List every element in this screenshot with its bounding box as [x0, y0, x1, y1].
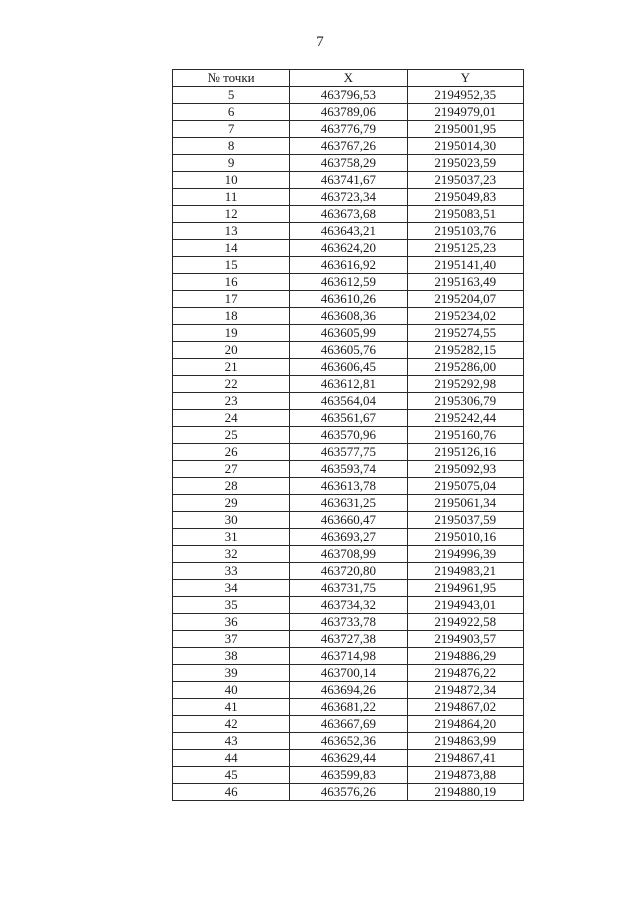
table-row — [173, 393, 524, 410]
point-number-cell: 13 — [173, 223, 290, 240]
y-coordinate-cell: 2195037,59 — [407, 512, 523, 529]
x-coordinate-cell: 463796,53 — [290, 87, 407, 104]
x-coordinate-cell: 463643,21 — [290, 223, 407, 240]
y-coordinate-cell: 2194886,29 — [407, 648, 523, 665]
y-coordinate-cell: 2194864,20 — [407, 716, 523, 733]
x-coordinate-cell: 463599,83 — [290, 767, 407, 784]
coordinates-table — [172, 69, 524, 801]
point-number-cell: 30 — [173, 512, 290, 529]
x-coordinate-cell: 463613,78 — [290, 478, 407, 495]
point-number-cell: 36 — [173, 614, 290, 631]
point-number-cell: 22 — [173, 376, 290, 393]
y-coordinate-cell: 2194867,02 — [407, 699, 523, 716]
point-number-cell: 9 — [173, 155, 290, 172]
table-row — [173, 631, 524, 648]
x-coordinate-cell: 463700,14 — [290, 665, 407, 682]
table-row — [173, 257, 524, 274]
point-number-cell: 45 — [173, 767, 290, 784]
y-coordinate-cell: 2195023,59 — [407, 155, 523, 172]
column-header-y: Y — [407, 70, 523, 87]
x-coordinate-cell: 463652,36 — [290, 733, 407, 750]
x-coordinate-cell: 463564,04 — [290, 393, 407, 410]
table-row — [173, 665, 524, 682]
table-row — [173, 155, 524, 172]
table-row — [173, 223, 524, 240]
point-number-cell: 17 — [173, 291, 290, 308]
y-coordinate-cell: 2194983,21 — [407, 563, 523, 580]
table-row — [173, 376, 524, 393]
x-coordinate-cell: 463606,45 — [290, 359, 407, 376]
table-row — [173, 87, 524, 104]
table-row — [173, 614, 524, 631]
x-coordinate-cell: 463570,96 — [290, 427, 407, 444]
table-row — [173, 750, 524, 767]
column-header-x: X — [290, 70, 407, 87]
x-coordinate-cell: 463733,78 — [290, 614, 407, 631]
x-coordinate-cell: 463561,67 — [290, 410, 407, 427]
y-coordinate-cell: 2194876,22 — [407, 665, 523, 682]
x-coordinate-cell: 463741,67 — [290, 172, 407, 189]
y-coordinate-cell: 2195274,55 — [407, 325, 523, 342]
table-row — [173, 121, 524, 138]
x-coordinate-cell: 463708,99 — [290, 546, 407, 563]
y-coordinate-cell: 2195125,23 — [407, 240, 523, 257]
y-coordinate-cell: 2195234,02 — [407, 308, 523, 325]
y-coordinate-cell: 2195010,16 — [407, 529, 523, 546]
table-row — [173, 495, 524, 512]
y-coordinate-cell: 2194873,88 — [407, 767, 523, 784]
point-number-cell: 16 — [173, 274, 290, 291]
table-row — [173, 308, 524, 325]
point-number-cell: 10 — [173, 172, 290, 189]
x-coordinate-cell: 463673,68 — [290, 206, 407, 223]
point-number-cell: 21 — [173, 359, 290, 376]
point-number-cell: 27 — [173, 461, 290, 478]
y-coordinate-cell: 2194961,95 — [407, 580, 523, 597]
table-row — [173, 546, 524, 563]
y-coordinate-cell: 2195292,98 — [407, 376, 523, 393]
point-number-cell: 34 — [173, 580, 290, 597]
x-coordinate-cell: 463605,76 — [290, 342, 407, 359]
point-number-cell: 35 — [173, 597, 290, 614]
table-row — [173, 104, 524, 121]
table-row — [173, 563, 524, 580]
y-coordinate-cell: 2195242,44 — [407, 410, 523, 427]
table-row — [173, 580, 524, 597]
point-number-cell: 20 — [173, 342, 290, 359]
x-coordinate-cell: 463612,59 — [290, 274, 407, 291]
y-coordinate-cell: 2194979,01 — [407, 104, 523, 121]
x-coordinate-cell: 463693,27 — [290, 529, 407, 546]
point-number-cell: 44 — [173, 750, 290, 767]
point-number-cell: 29 — [173, 495, 290, 512]
table-row — [173, 784, 524, 801]
table-row — [173, 767, 524, 784]
point-number-cell: 23 — [173, 393, 290, 410]
point-number-cell: 24 — [173, 410, 290, 427]
y-coordinate-cell: 2195282,15 — [407, 342, 523, 359]
table-row — [173, 444, 524, 461]
point-number-cell: 43 — [173, 733, 290, 750]
y-coordinate-cell: 2195049,83 — [407, 189, 523, 206]
point-number-cell: 37 — [173, 631, 290, 648]
table-row — [173, 138, 524, 155]
y-coordinate-cell: 2195160,76 — [407, 427, 523, 444]
x-coordinate-cell: 463776,79 — [290, 121, 407, 138]
x-coordinate-cell: 463593,74 — [290, 461, 407, 478]
point-number-cell: 41 — [173, 699, 290, 716]
x-coordinate-cell: 463731,75 — [290, 580, 407, 597]
x-coordinate-cell: 463694,26 — [290, 682, 407, 699]
point-number-cell: 11 — [173, 189, 290, 206]
x-coordinate-cell: 463667,69 — [290, 716, 407, 733]
column-header-point-number: № точки — [173, 70, 290, 87]
y-coordinate-cell: 2194863,99 — [407, 733, 523, 750]
table-row — [173, 427, 524, 444]
point-number-cell: 6 — [173, 104, 290, 121]
x-coordinate-cell: 463610,26 — [290, 291, 407, 308]
x-coordinate-cell: 463767,26 — [290, 138, 407, 155]
point-number-cell: 19 — [173, 325, 290, 342]
point-number-cell: 26 — [173, 444, 290, 461]
x-coordinate-cell: 463631,25 — [290, 495, 407, 512]
table-row — [173, 461, 524, 478]
y-coordinate-cell: 2195061,34 — [407, 495, 523, 512]
x-coordinate-cell: 463576,26 — [290, 784, 407, 801]
x-coordinate-cell: 463605,99 — [290, 325, 407, 342]
y-coordinate-cell: 2194943,01 — [407, 597, 523, 614]
table-row — [173, 733, 524, 750]
y-coordinate-cell: 2195103,76 — [407, 223, 523, 240]
x-coordinate-cell: 463758,29 — [290, 155, 407, 172]
point-number-cell: 15 — [173, 257, 290, 274]
x-coordinate-cell: 463720,80 — [290, 563, 407, 580]
table-row — [173, 699, 524, 716]
table-row — [173, 478, 524, 495]
y-coordinate-cell: 2195126,16 — [407, 444, 523, 461]
table-row — [173, 274, 524, 291]
table-row — [173, 359, 524, 376]
table-row — [173, 529, 524, 546]
x-coordinate-cell: 463789,06 — [290, 104, 407, 121]
table-header-row — [173, 70, 524, 87]
point-number-cell: 42 — [173, 716, 290, 733]
y-coordinate-cell: 2195014,30 — [407, 138, 523, 155]
point-number-cell: 32 — [173, 546, 290, 563]
y-coordinate-cell: 2195092,93 — [407, 461, 523, 478]
x-coordinate-cell: 463616,92 — [290, 257, 407, 274]
point-number-cell: 40 — [173, 682, 290, 699]
y-coordinate-cell: 2194996,39 — [407, 546, 523, 563]
x-coordinate-cell: 463629,44 — [290, 750, 407, 767]
table-row — [173, 240, 524, 257]
table-row — [173, 325, 524, 342]
point-number-cell: 14 — [173, 240, 290, 257]
x-coordinate-cell: 463612,81 — [290, 376, 407, 393]
y-coordinate-cell: 2195204,07 — [407, 291, 523, 308]
point-number-cell: 38 — [173, 648, 290, 665]
page-number: 7 — [316, 34, 324, 50]
table-row — [173, 410, 524, 427]
y-coordinate-cell: 2194903,57 — [407, 631, 523, 648]
x-coordinate-cell: 463608,36 — [290, 308, 407, 325]
table-row — [173, 172, 524, 189]
y-coordinate-cell: 2194880,19 — [407, 784, 523, 801]
x-coordinate-cell: 463624,20 — [290, 240, 407, 257]
y-coordinate-cell: 2195163,49 — [407, 274, 523, 291]
y-coordinate-cell: 2195083,51 — [407, 206, 523, 223]
y-coordinate-cell: 2194872,34 — [407, 682, 523, 699]
point-number-cell: 39 — [173, 665, 290, 682]
x-coordinate-cell: 463714,98 — [290, 648, 407, 665]
point-number-cell: 5 — [173, 87, 290, 104]
point-number-cell: 31 — [173, 529, 290, 546]
point-number-cell: 46 — [173, 784, 290, 801]
table-row — [173, 291, 524, 308]
x-coordinate-cell: 463681,22 — [290, 699, 407, 716]
y-coordinate-cell: 2195286,00 — [407, 359, 523, 376]
point-number-cell: 18 — [173, 308, 290, 325]
table-row — [173, 716, 524, 733]
table-row — [173, 512, 524, 529]
x-coordinate-cell: 463734,32 — [290, 597, 407, 614]
table-row — [173, 342, 524, 359]
table-row — [173, 682, 524, 699]
y-coordinate-cell: 2195001,95 — [407, 121, 523, 138]
y-coordinate-cell: 2194867,41 — [407, 750, 523, 767]
y-coordinate-cell: 2195037,23 — [407, 172, 523, 189]
table-body — [173, 87, 524, 801]
x-coordinate-cell: 463577,75 — [290, 444, 407, 461]
y-coordinate-cell: 2195306,79 — [407, 393, 523, 410]
y-coordinate-cell: 2194952,35 — [407, 87, 523, 104]
y-coordinate-cell: 2194922,58 — [407, 614, 523, 631]
y-coordinate-cell: 2195141,40 — [407, 257, 523, 274]
point-number-cell: 8 — [173, 138, 290, 155]
table-row — [173, 648, 524, 665]
table-row — [173, 597, 524, 614]
point-number-cell: 7 — [173, 121, 290, 138]
point-number-cell: 33 — [173, 563, 290, 580]
y-coordinate-cell: 2195075,04 — [407, 478, 523, 495]
table-row — [173, 206, 524, 223]
table-row — [173, 189, 524, 206]
x-coordinate-cell: 463727,38 — [290, 631, 407, 648]
x-coordinate-cell: 463723,34 — [290, 189, 407, 206]
x-coordinate-cell: 463660,47 — [290, 512, 407, 529]
point-number-cell: 25 — [173, 427, 290, 444]
point-number-cell: 12 — [173, 206, 290, 223]
point-number-cell: 28 — [173, 478, 290, 495]
